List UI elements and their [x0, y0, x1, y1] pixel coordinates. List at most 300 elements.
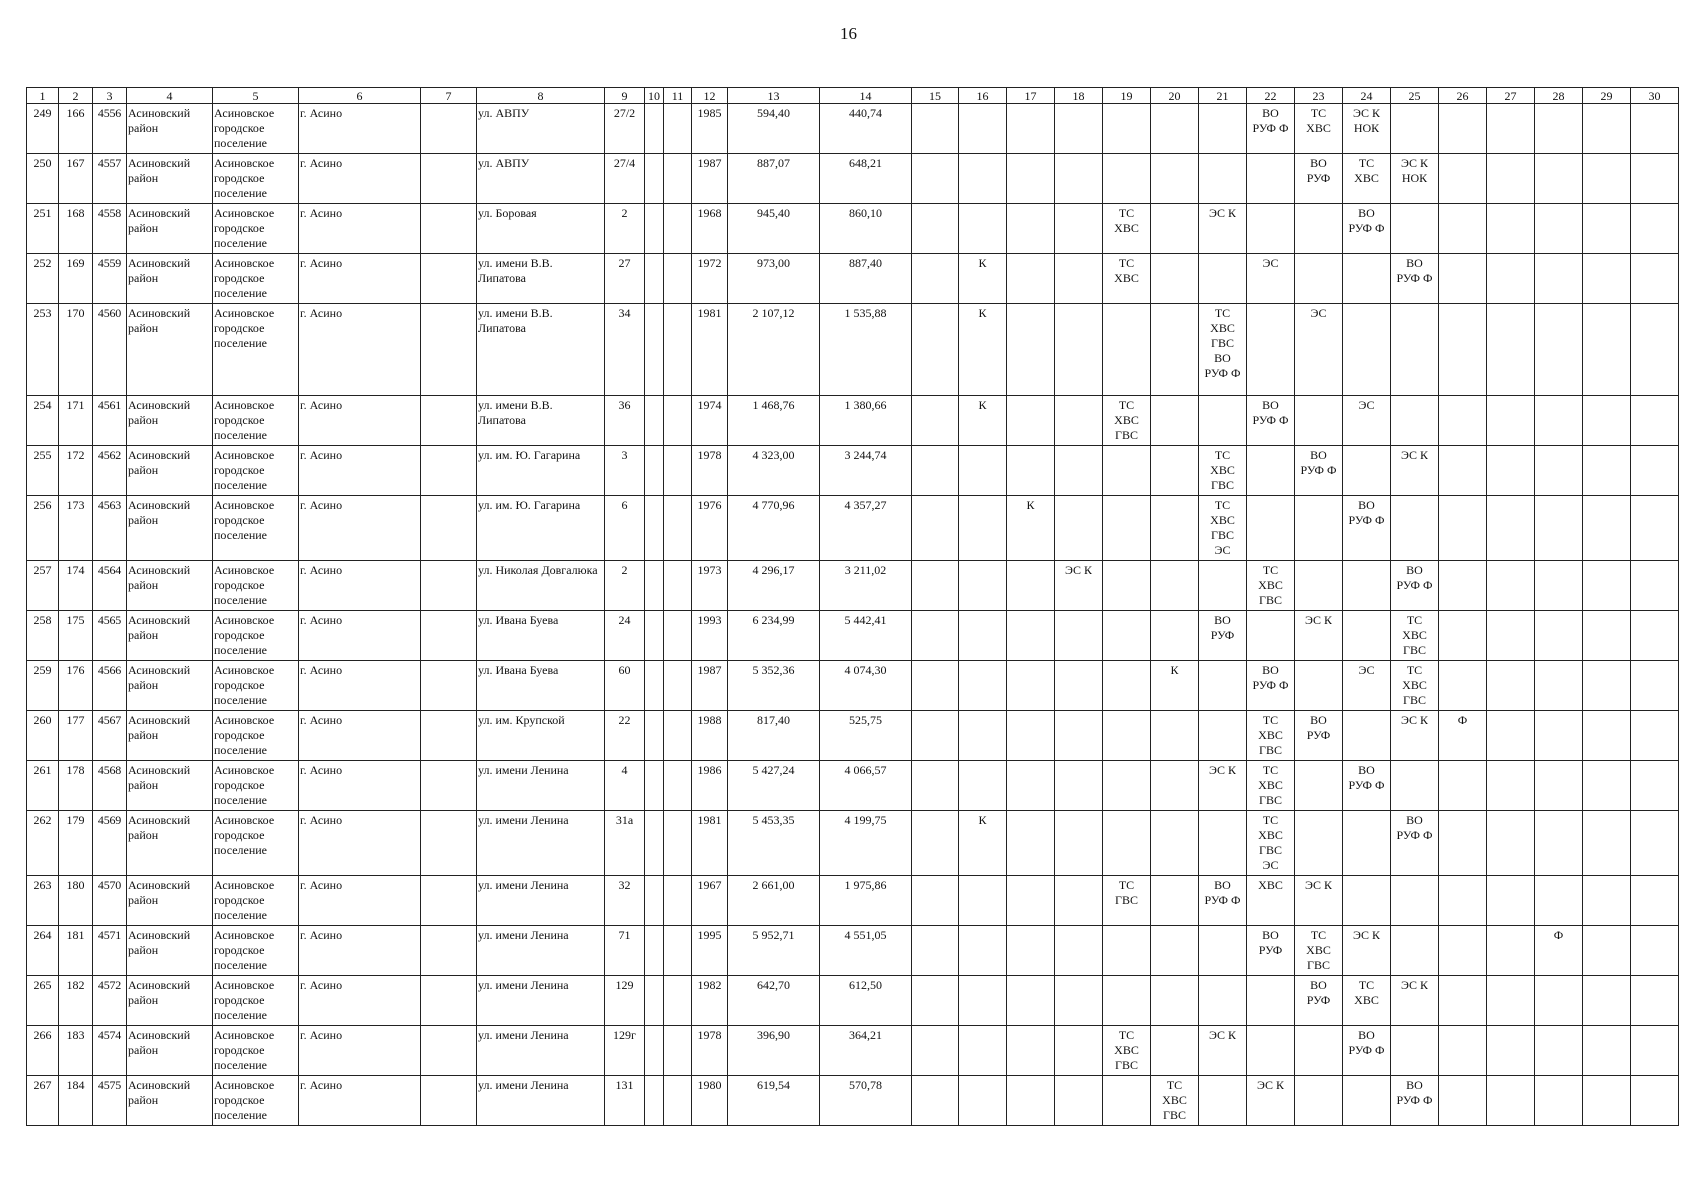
table-cell: 4 — [605, 761, 645, 811]
column-header: 24 — [1343, 88, 1391, 104]
table-cell — [1103, 926, 1151, 976]
table-cell — [1583, 446, 1631, 496]
table-cell: 396,90 — [728, 1026, 820, 1076]
table-cell — [912, 561, 959, 611]
table-cell — [421, 154, 477, 204]
table-cell: 264 — [27, 926, 59, 976]
table-cell — [1199, 926, 1247, 976]
table-cell: 266 — [27, 1026, 59, 1076]
table-cell — [1391, 396, 1439, 446]
table-cell — [959, 561, 1007, 611]
table-cell: г. Асино — [299, 496, 421, 561]
table-cell — [1631, 446, 1679, 496]
table-cell: 4565 — [93, 611, 127, 661]
table-cell: ТС ХВС ГВС ВО РУФ Ф — [1199, 304, 1247, 396]
table-cell — [1631, 876, 1679, 926]
table-cell — [1295, 204, 1343, 254]
table-cell — [1055, 204, 1103, 254]
column-header: 29 — [1583, 88, 1631, 104]
table-cell: 5 453,35 — [728, 811, 820, 876]
table-cell — [1295, 561, 1343, 611]
table-cell — [1631, 154, 1679, 204]
table-cell — [1055, 1026, 1103, 1076]
table-cell — [1007, 1076, 1055, 1126]
table-cell — [664, 976, 692, 1026]
table-cell: Асиновское городское поселение — [213, 876, 299, 926]
table-cell: Асиновское городское поселение — [213, 561, 299, 611]
table-cell — [1487, 304, 1535, 396]
table-cell — [1103, 446, 1151, 496]
table-cell — [1583, 976, 1631, 1026]
table-cell: ВО РУФ Ф — [1199, 876, 1247, 926]
table-cell: 4575 — [93, 1076, 127, 1126]
table-cell — [645, 1026, 664, 1076]
table-cell — [645, 254, 664, 304]
table-cell — [1103, 561, 1151, 611]
table-cell — [1535, 976, 1583, 1026]
table-cell: К — [1007, 496, 1055, 561]
table-cell — [1151, 561, 1199, 611]
table-cell: 259 — [27, 661, 59, 711]
table-cell: 4561 — [93, 396, 127, 446]
table-cell — [421, 1026, 477, 1076]
table-cell — [912, 1076, 959, 1126]
table-cell: ТС ХВС ГВС ЭС — [1199, 496, 1247, 561]
table-cell: ул. имени В.В. Липатова — [477, 396, 605, 446]
table-cell — [1343, 304, 1391, 396]
table-cell — [1583, 876, 1631, 926]
table-cell: г. Асино — [299, 926, 421, 976]
table-cell — [1535, 811, 1583, 876]
table-cell — [1151, 1026, 1199, 1076]
table-cell — [1199, 254, 1247, 304]
table-cell: Асиновское городское поселение — [213, 926, 299, 976]
table-cell — [1487, 976, 1535, 1026]
table-cell: 27/2 — [605, 104, 645, 154]
table-cell: ул. имени Ленина — [477, 876, 605, 926]
table-cell — [645, 204, 664, 254]
table-row — [27, 154, 1679, 204]
table-cell: 570,78 — [820, 1076, 912, 1126]
table-row — [27, 811, 1679, 876]
table-cell: 170 — [59, 304, 93, 396]
table-cell: Асиновское городское поселение — [213, 1076, 299, 1126]
table-cell: 2 107,12 — [728, 304, 820, 396]
table-cell: 4 770,96 — [728, 496, 820, 561]
table-cell: 1974 — [692, 396, 728, 446]
table-cell — [1487, 104, 1535, 154]
column-header: 10 — [645, 88, 664, 104]
table-cell — [1631, 104, 1679, 154]
table-cell: 265 — [27, 976, 59, 1026]
table-cell: ЭС К — [1247, 1076, 1295, 1126]
table-cell — [1103, 711, 1151, 761]
table-cell — [912, 204, 959, 254]
table-cell — [959, 496, 1007, 561]
table-cell: ТС ХВС — [1103, 254, 1151, 304]
table-cell: 4 551,05 — [820, 926, 912, 976]
table-cell — [1391, 761, 1439, 811]
table-cell — [421, 926, 477, 976]
table-cell — [1343, 711, 1391, 761]
table-cell: ВО РУФ Ф — [1343, 204, 1391, 254]
table-cell: 594,40 — [728, 104, 820, 154]
column-header: 8 — [477, 88, 605, 104]
table-cell — [1103, 1076, 1151, 1126]
table-cell — [664, 1076, 692, 1126]
table-cell — [1055, 496, 1103, 561]
table-cell: Асиновское городское поселение — [213, 496, 299, 561]
column-header: 7 — [421, 88, 477, 104]
table-cell: ТС ХВС ГВС — [1199, 446, 1247, 496]
table-cell — [1583, 104, 1631, 154]
table-cell: Асиновский район — [127, 304, 213, 396]
table-cell — [1295, 254, 1343, 304]
table-body — [27, 104, 1679, 1126]
table-cell: 1978 — [692, 446, 728, 496]
table-cell — [421, 711, 477, 761]
table-cell — [912, 811, 959, 876]
table-cell: 173 — [59, 496, 93, 561]
table-cell — [1199, 661, 1247, 711]
table-cell — [1007, 154, 1055, 204]
table-cell — [1151, 446, 1199, 496]
table-cell — [912, 711, 959, 761]
column-header: 16 — [959, 88, 1007, 104]
table-cell: 3 — [605, 446, 645, 496]
table-cell: Асиновский район — [127, 611, 213, 661]
table-cell: ул. имени Ленина — [477, 761, 605, 811]
table-cell: К — [959, 811, 1007, 876]
table-cell: 612,50 — [820, 976, 912, 1026]
table-cell — [1295, 496, 1343, 561]
table-cell: 260 — [27, 711, 59, 761]
table-cell: Асиновское городское поселение — [213, 304, 299, 396]
table-cell: 4562 — [93, 446, 127, 496]
table-cell: 180 — [59, 876, 93, 926]
table-cell — [1391, 926, 1439, 976]
table-cell — [1007, 561, 1055, 611]
table-cell: 1980 — [692, 1076, 728, 1126]
table-cell: 182 — [59, 976, 93, 1026]
table-cell: 4571 — [93, 926, 127, 976]
table-cell: 1 535,88 — [820, 304, 912, 396]
table-cell — [1631, 204, 1679, 254]
table-cell — [1151, 976, 1199, 1026]
table-cell — [1103, 154, 1151, 204]
table-cell: 252 — [27, 254, 59, 304]
table-cell: ул. Ивана Буева — [477, 661, 605, 711]
table-cell — [421, 396, 477, 446]
table-cell: 169 — [59, 254, 93, 304]
table-cell: ЭС К — [1199, 1026, 1247, 1076]
table-cell: ул. имени Ленина — [477, 926, 605, 976]
table-cell — [1535, 876, 1583, 926]
table-cell — [912, 446, 959, 496]
table-cell: 261 — [27, 761, 59, 811]
table-cell: ул. им. Ю. Гагарина — [477, 496, 605, 561]
table-cell: 4572 — [93, 976, 127, 1026]
table-cell: 1 975,86 — [820, 876, 912, 926]
column-header: 30 — [1631, 88, 1679, 104]
table-cell: ТС ГВС — [1103, 876, 1151, 926]
table-cell — [1247, 976, 1295, 1026]
table-row — [27, 104, 1679, 154]
table-cell: 179 — [59, 811, 93, 876]
table-cell: 1 468,76 — [728, 396, 820, 446]
table-cell: 364,21 — [820, 1026, 912, 1076]
table-cell: Асиновский район — [127, 396, 213, 446]
table-cell — [1583, 496, 1631, 561]
table-cell — [421, 104, 477, 154]
table-cell — [1391, 104, 1439, 154]
table-cell: ЭС К — [1391, 976, 1439, 1026]
table-cell — [1631, 1026, 1679, 1076]
table-cell: г. Асино — [299, 711, 421, 761]
table-cell: ХВС — [1247, 876, 1295, 926]
table-cell — [912, 926, 959, 976]
table-cell — [664, 561, 692, 611]
table-cell — [1487, 1026, 1535, 1076]
table-row — [27, 396, 1679, 446]
table-cell — [1103, 811, 1151, 876]
table-cell: ТС ХВС ГВС — [1151, 1076, 1199, 1126]
table-cell — [959, 926, 1007, 976]
table-cell — [645, 661, 664, 711]
table-cell: ул. имени В.В. Липатова — [477, 254, 605, 304]
table-cell — [912, 104, 959, 154]
column-header: 4 — [127, 88, 213, 104]
table-cell — [1199, 561, 1247, 611]
table-cell — [1487, 154, 1535, 204]
table-cell — [645, 611, 664, 661]
table-cell: ул. им. Ю. Гагарина — [477, 446, 605, 496]
table-cell — [421, 611, 477, 661]
table-cell: ул. Боровая — [477, 204, 605, 254]
table-cell — [912, 761, 959, 811]
table-cell — [912, 304, 959, 396]
table-cell: ул. имени В.В. Липатова — [477, 304, 605, 396]
table-cell — [1055, 611, 1103, 661]
table-cell: 1976 — [692, 496, 728, 561]
table-cell: Асиновский район — [127, 926, 213, 976]
table-cell — [645, 104, 664, 154]
table-cell: 1985 — [692, 104, 728, 154]
table-cell — [959, 611, 1007, 661]
table-cell: 1981 — [692, 304, 728, 396]
table-cell — [1391, 304, 1439, 396]
table-cell: ТС ХВС ГВС — [1103, 1026, 1151, 1076]
table-cell: ЭС К — [1055, 561, 1103, 611]
table-cell: ЭС К — [1343, 926, 1391, 976]
table-cell: 251 — [27, 204, 59, 254]
column-header: 26 — [1439, 88, 1487, 104]
table-cell: ЭС — [1343, 661, 1391, 711]
table-cell — [1151, 876, 1199, 926]
table-cell: 4 066,57 — [820, 761, 912, 811]
table-cell — [1535, 204, 1583, 254]
table-row — [27, 611, 1679, 661]
table-cell — [1535, 711, 1583, 761]
table-cell: К — [1151, 661, 1199, 711]
table-cell — [1007, 811, 1055, 876]
table-cell — [1295, 811, 1343, 876]
table-cell — [1535, 1026, 1583, 1076]
table-cell — [1631, 761, 1679, 811]
table-cell — [1151, 711, 1199, 761]
table-cell — [1535, 304, 1583, 396]
table-cell: 172 — [59, 446, 93, 496]
table-cell: 525,75 — [820, 711, 912, 761]
table-cell — [1631, 396, 1679, 446]
table-cell — [912, 1026, 959, 1076]
table-cell — [1487, 396, 1535, 446]
table-cell: Асиновское городское поселение — [213, 661, 299, 711]
table-cell — [1151, 611, 1199, 661]
table-cell: Асиновский район — [127, 496, 213, 561]
table-cell: ул. имени Ленина — [477, 976, 605, 1026]
table-cell: 176 — [59, 661, 93, 711]
table-cell — [912, 976, 959, 1026]
table-cell — [1055, 761, 1103, 811]
table-cell: Асиновское городское поселение — [213, 611, 299, 661]
table-cell: 267 — [27, 1076, 59, 1126]
column-header: 5 — [213, 88, 299, 104]
table-cell — [1103, 104, 1151, 154]
table-cell: ЭС К НОК — [1343, 104, 1391, 154]
table-cell — [959, 711, 1007, 761]
table-cell: 1967 — [692, 876, 728, 926]
table-cell — [1439, 611, 1487, 661]
table-cell — [645, 761, 664, 811]
table-cell: г. Асино — [299, 561, 421, 611]
table-cell: Асиновское городское поселение — [213, 976, 299, 1026]
table-cell — [421, 1076, 477, 1126]
table-cell — [1343, 254, 1391, 304]
table-cell: Асиновский район — [127, 204, 213, 254]
table-cell — [912, 396, 959, 446]
table-cell: 1981 — [692, 811, 728, 876]
table-cell: 167 — [59, 154, 93, 204]
table-cell — [645, 496, 664, 561]
table-cell: 181 — [59, 926, 93, 976]
table-cell: 4574 — [93, 1026, 127, 1076]
table-cell: 1986 — [692, 761, 728, 811]
table-cell: 36 — [605, 396, 645, 446]
table-cell — [1007, 104, 1055, 154]
table-cell — [1007, 711, 1055, 761]
table-cell: ВО РУФ — [1247, 926, 1295, 976]
table-cell — [645, 304, 664, 396]
table-cell: 648,21 — [820, 154, 912, 204]
table-cell — [664, 204, 692, 254]
table-cell: 5 352,36 — [728, 661, 820, 711]
table-cell — [1439, 761, 1487, 811]
column-header: 25 — [1391, 88, 1439, 104]
table-cell: 1993 — [692, 611, 728, 661]
table-cell — [1391, 876, 1439, 926]
column-header: 15 — [912, 88, 959, 104]
table-cell: ЭС К — [1391, 711, 1439, 761]
table-cell — [1247, 154, 1295, 204]
table-cell — [645, 811, 664, 876]
table-cell — [421, 204, 477, 254]
table-cell: 1995 — [692, 926, 728, 976]
table-cell: ВО РУФ Ф — [1247, 104, 1295, 154]
table-cell: 6 — [605, 496, 645, 561]
table-cell — [912, 611, 959, 661]
table-cell — [1007, 611, 1055, 661]
table-cell — [664, 711, 692, 761]
table-cell — [1439, 446, 1487, 496]
table-cell — [1391, 204, 1439, 254]
table-cell: 4557 — [93, 154, 127, 204]
table-cell — [1247, 204, 1295, 254]
table-cell — [1583, 661, 1631, 711]
table-cell — [421, 661, 477, 711]
column-header: 6 — [299, 88, 421, 104]
table-cell — [1007, 204, 1055, 254]
table-cell — [1583, 711, 1631, 761]
table-cell — [1487, 254, 1535, 304]
table-cell — [1535, 661, 1583, 711]
table-cell — [1199, 976, 1247, 1026]
table-cell: 4556 — [93, 104, 127, 154]
table-cell — [664, 1026, 692, 1076]
table-cell — [1295, 1076, 1343, 1126]
table-cell — [1055, 304, 1103, 396]
column-header: 13 — [728, 88, 820, 104]
table-cell: Асиновское городское поселение — [213, 204, 299, 254]
table-cell — [645, 396, 664, 446]
table-cell — [1055, 876, 1103, 926]
table-cell — [1487, 561, 1535, 611]
table-cell: Асиновский район — [127, 104, 213, 154]
table-cell — [1439, 876, 1487, 926]
table-cell: Асиновский район — [127, 876, 213, 926]
table-cell — [1151, 104, 1199, 154]
table-cell — [1055, 926, 1103, 976]
table-cell: ЭС — [1295, 304, 1343, 396]
table-cell: ТС ХВС ГВС ЭС — [1247, 811, 1295, 876]
table-cell — [1391, 1026, 1439, 1076]
table-cell — [1007, 926, 1055, 976]
table-cell — [1103, 976, 1151, 1026]
table-cell: ВО РУФ Ф — [1343, 761, 1391, 811]
table-cell: 3 244,74 — [820, 446, 912, 496]
table-cell: Асиновское городское поселение — [213, 711, 299, 761]
table-cell — [912, 496, 959, 561]
table-cell: ЭС К НОК — [1391, 154, 1439, 204]
table-cell — [1151, 304, 1199, 396]
table-cell: 4559 — [93, 254, 127, 304]
column-header: 11 — [664, 88, 692, 104]
table-cell — [1007, 761, 1055, 811]
table-cell — [1151, 926, 1199, 976]
table-cell — [1007, 661, 1055, 711]
table-cell: Асиновское городское поселение — [213, 396, 299, 446]
table-cell: 129 — [605, 976, 645, 1026]
table-cell — [1439, 204, 1487, 254]
table-cell — [664, 926, 692, 976]
table-cell: ЭС — [1343, 396, 1391, 446]
table-cell — [1343, 611, 1391, 661]
table-cell — [1631, 304, 1679, 396]
table-cell — [1103, 496, 1151, 561]
table-cell: 4568 — [93, 761, 127, 811]
table-cell: 60 — [605, 661, 645, 711]
table-cell — [1631, 926, 1679, 976]
